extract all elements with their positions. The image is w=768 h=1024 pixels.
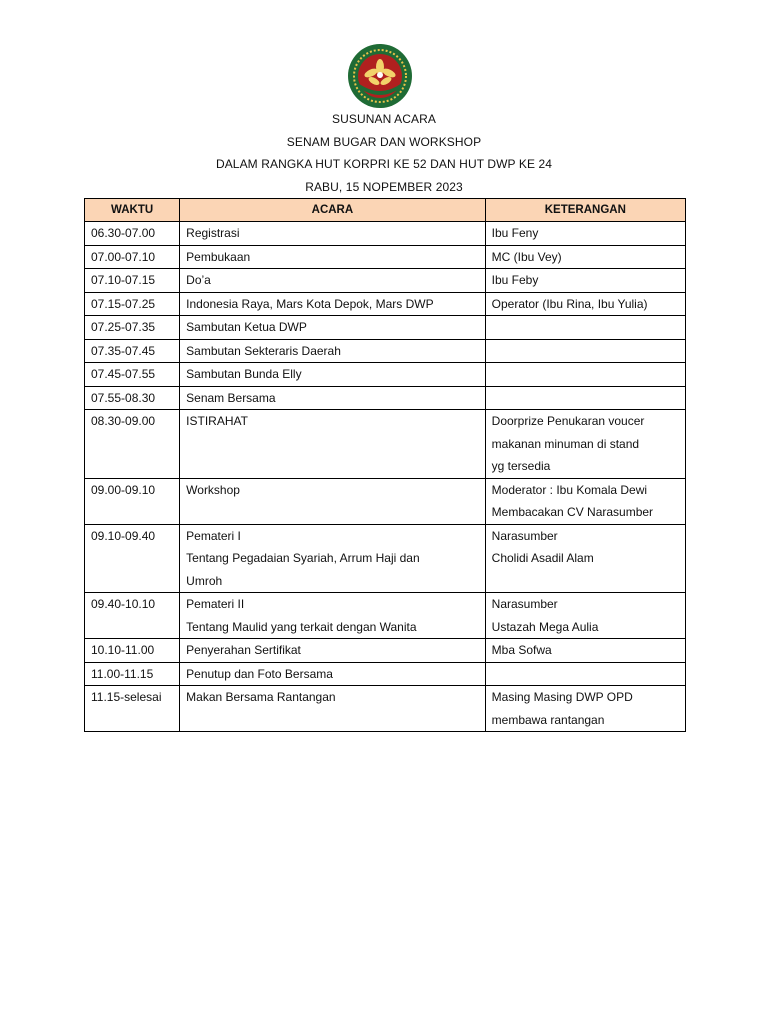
- cell-acara-line: Sambutan Sekteraris Daerah: [186, 343, 341, 358]
- cell-acara: [180, 363, 486, 387]
- cell-keterangan-line: Ibu Feny: [491, 226, 539, 240]
- cell-keterangan: [485, 363, 685, 387]
- cell-keterangan: [485, 339, 685, 363]
- cell-keterangan-line: Membacakan CV Narasumber: [491, 505, 654, 519]
- cell-keterangan-line: [492, 316, 679, 339]
- table-row: [85, 339, 686, 363]
- cell-keterangan: [485, 245, 685, 269]
- table-row: [85, 686, 686, 732]
- table-row: [85, 524, 686, 593]
- cell-keterangan-line: Mba Sofwa: [491, 643, 552, 657]
- cell-acara: [180, 222, 486, 246]
- table-row: [85, 662, 686, 686]
- cell-keterangan: [485, 478, 685, 524]
- cell-acara-line: Senam Bersama: [186, 390, 276, 405]
- title-line-4: RABU, 15 NOPEMBER 2023: [305, 179, 463, 194]
- cell-waktu: 07.45-07.55: [85, 363, 180, 387]
- cell-keterangan-line: MC (Ibu Vey): [491, 249, 562, 264]
- cell-keterangan-line: [492, 340, 679, 363]
- cell-acara-line: Workshop: [186, 482, 240, 497]
- cell-keterangan-line: Ibu Feby: [491, 273, 539, 287]
- cell-acara-line: Penyerahan Sertifikat: [186, 643, 301, 657]
- cell-keterangan: [485, 410, 685, 479]
- cell-waktu: 07.25-07.35: [85, 316, 180, 340]
- table-row: [85, 269, 686, 293]
- cell-keterangan: [485, 662, 685, 686]
- table-row: [85, 478, 686, 524]
- table-row: [85, 292, 686, 316]
- cell-acara-line: Pemateri II: [186, 597, 245, 611]
- cell-acara-line: Pembukaan: [186, 249, 251, 264]
- cell-acara: [180, 662, 486, 686]
- table-row: [85, 222, 686, 246]
- cell-acara: [180, 478, 486, 524]
- cell-acara: [180, 593, 486, 639]
- cell-keterangan-line: Narasumber: [491, 597, 558, 611]
- cell-waktu: 07.10-07.15: [85, 269, 180, 293]
- cell-acara: [180, 292, 486, 316]
- cell-keterangan: [485, 524, 685, 593]
- cell-acara-line: Sambutan Ketua DWP: [186, 320, 307, 334]
- cell-keterangan-line: [492, 663, 679, 686]
- cell-waktu: 08.30-09.00: [85, 410, 180, 479]
- table-row: [85, 639, 686, 663]
- cell-acara-line: Sambutan Bunda Elly: [186, 367, 302, 381]
- cell-acara-line: Umroh: [186, 573, 223, 588]
- cell-keterangan-line: makanan minuman di stand: [491, 436, 640, 451]
- table-row: [85, 593, 686, 639]
- table-row: [85, 245, 686, 269]
- cell-keterangan: [485, 386, 685, 410]
- cell-acara-line: Indonesia Raya, Mars Kota Depok, Mars DWP: [186, 296, 434, 311]
- cell-waktu: 09.40-10.10: [85, 593, 180, 639]
- header-waktu: WAKTU: [85, 199, 180, 222]
- cell-waktu: 06.30-07.00: [85, 222, 180, 246]
- table-row: [85, 386, 686, 410]
- cell-acara: [180, 686, 486, 732]
- cell-acara: [180, 524, 486, 593]
- cell-acara-line: Penutup dan Foto Bersama: [186, 666, 333, 681]
- cell-acara-line: Tentang Pegadaian Syariah, Arrum Haji dan: [186, 551, 420, 565]
- cell-waktu: 11.15-selesai: [85, 686, 180, 732]
- schedule-table: [84, 198, 686, 732]
- header-keterangan: KETERANGAN: [485, 199, 685, 222]
- cell-keterangan-line: Operator (Ibu Rina, Ibu Yulia): [491, 296, 648, 311]
- cell-keterangan-line: Cholidi Asadil Alam: [491, 551, 594, 565]
- cell-acara-line: Registrasi: [186, 226, 240, 240]
- cell-acara-line: Makan Bersama Rantangan: [186, 690, 336, 704]
- header-acara: ACARA: [180, 199, 486, 222]
- table-row: [85, 410, 686, 479]
- cell-acara: [180, 339, 486, 363]
- table-row: [85, 316, 686, 340]
- cell-keterangan: [485, 316, 685, 340]
- cell-acara-line: ISTIRAHAT: [186, 414, 248, 428]
- cell-acara-line: Tentang Maulid yang terkait dengan Wanita: [186, 619, 417, 634]
- title-line-3: DALAM RANGKA HUT KORPRI KE 52 DAN HUT DWP KE 24: [215, 157, 553, 171]
- cell-waktu: 11.00-11.15: [85, 662, 180, 686]
- cell-keterangan-line: membawa rantangan: [491, 712, 605, 727]
- cell-waktu: 10.10-11.00: [85, 639, 180, 663]
- cell-waktu: 07.35-07.45: [85, 339, 180, 363]
- cell-keterangan: [485, 292, 685, 316]
- cell-keterangan-line: Masing Masing DWP OPD: [491, 690, 633, 704]
- cell-keterangan: [485, 222, 685, 246]
- cell-keterangan-line: Ustazah Mega Aulia: [491, 619, 599, 634]
- cell-waktu: 07.00-07.10: [85, 245, 180, 269]
- schedule-body: [85, 222, 686, 732]
- table-header-row: [85, 199, 686, 222]
- cell-waktu: 07.55-08.30: [85, 386, 180, 410]
- cell-acara: [180, 386, 486, 410]
- cell-keterangan: [485, 639, 685, 663]
- cell-acara: [180, 269, 486, 293]
- cell-keterangan-line: Doorprize Penukaran voucer: [491, 414, 645, 428]
- cell-keterangan: [485, 686, 685, 732]
- cell-acara: [180, 639, 486, 663]
- cell-acara: [180, 316, 486, 340]
- dwp-emblem-icon: [347, 43, 413, 109]
- cell-waktu: 09.10-09.40: [85, 524, 180, 593]
- cell-acara: [180, 410, 486, 479]
- cell-keterangan-line: Moderator : Ibu Komala Dewi: [491, 482, 648, 497]
- cell-keterangan-line: [492, 363, 679, 386]
- cell-acara-line: Pemateri I: [186, 528, 241, 543]
- document-title: [0, 108, 768, 198]
- cell-acara: [180, 245, 486, 269]
- title-line-2: SENAM BUGAR DAN WORKSHOP: [286, 134, 482, 149]
- cell-acara-line: Do’a: [186, 273, 211, 287]
- cell-keterangan-line: yg tersedia: [491, 459, 551, 473]
- cell-keterangan-line: Narasumber: [491, 528, 558, 543]
- cell-keterangan: [485, 269, 685, 293]
- cell-waktu: 07.15-07.25: [85, 292, 180, 316]
- cell-keterangan-line: [492, 387, 679, 410]
- cell-keterangan: [485, 593, 685, 639]
- table-row: [85, 363, 686, 387]
- cell-waktu: 09.00-09.10: [85, 478, 180, 524]
- title-line-1: SUSUNAN ACARA: [332, 112, 436, 126]
